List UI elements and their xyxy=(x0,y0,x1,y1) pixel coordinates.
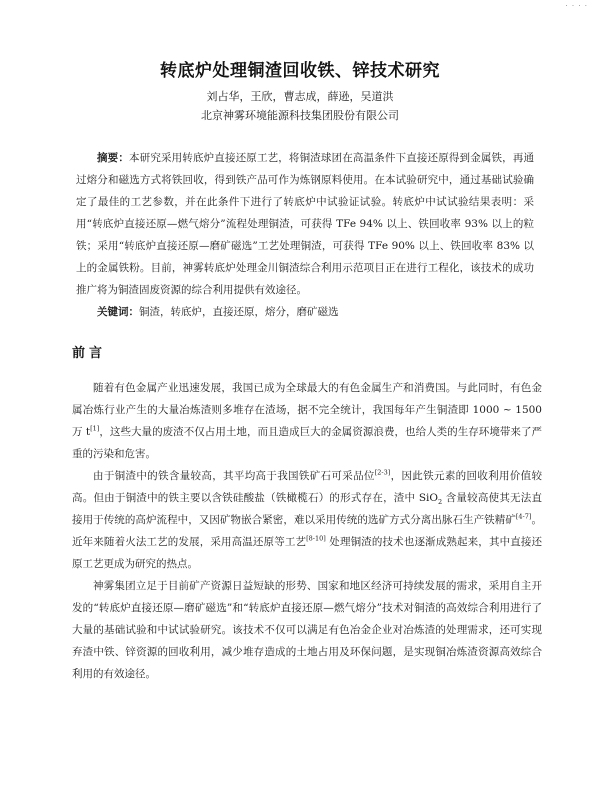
paragraph-text: 由于铜渣中的铁含量较高，其平均高于我国铁矿石可采品位 xyxy=(93,470,375,482)
corner-mark: · · · · xyxy=(565,2,588,10)
subscript: 2 xyxy=(437,498,443,507)
keywords xyxy=(97,301,537,323)
abstract-label: 摘要： xyxy=(97,152,129,164)
paragraph-text: ，因此铁元素的回收利用价值较高。但由于铜渣中的铁主要以含铁硅酸盐（铁橄榄石）的形式存在，渣中 SiO xyxy=(72,470,543,504)
paragraph-text: 神雾集团立足于目前矿产资源日益短缺的形势、国家和地区经济可持续发展的需求，采用自主开发的“转底炉直接还原—磨矿磁选”和“转底炉直接还原—燃气熔分”技术对铜渣的高效综合利用进行了大量的基础试验和中试试验研究。该技术不仅可以满足有色冶金企业对冶炼渣的处理需求，还可实现弃渣中铁、锌资源的回收利用，减少堆存造成的土地占用及环保问题，是实现铜冶炼渣资源高效综合利用的有效途径。 xyxy=(72,580,542,680)
paragraph-text: 含量较高使其无法直接用于传统的高炉流程中，又因矿物嵌合紧密，难以采用传统的选矿方式分离出脉石生产铁精矿 xyxy=(72,492,543,526)
citation: [4-7] xyxy=(515,512,532,521)
citation: [2-3] xyxy=(374,468,391,477)
paragraph-text: 处理铜渣的技术也逐渐成熟起来，其中直接还原工艺更成为研究的热点。 xyxy=(72,536,543,570)
citation: [1] xyxy=(90,424,100,433)
paragraph-text: 随着有色金属产业迅速发展，我国已成为全球最大的有色金属生产和消费国。与此同时，有色金属冶炼行业产生的大量冶炼渣则多堆存在渣场，据不完全统计，我国每年产生铜渣即 1000 ~ 1500 万 t xyxy=(72,382,542,438)
paragraph-text: ，这些大量的废渣不仅占用土地，而且造成巨大的金属资源浪费，也给人类的生存环境带来了严重的污染和危害。 xyxy=(72,426,542,460)
body-paragraph xyxy=(72,377,542,465)
body-paragraph xyxy=(72,575,542,685)
paragraph-text: 。近年来随着火法工艺的发展，采用高温还原等工艺 xyxy=(72,514,543,548)
paper-title: 转底炉处理铜渣回收铁、锌技术研究 xyxy=(160,61,440,81)
section-heading-foreword: 前言 xyxy=(72,346,107,361)
abstract xyxy=(76,147,534,301)
abstract-text: 本研究采用转底炉直接还原工艺，将铜渣球团在高温条件下直接还原得到金属铁，再通过熔分和磁选方式将铁回收，得到铁产品可作为炼钢原料使用。在本试验研究中，通过基础试验确定了最佳的工艺参数，并在此条件下进行了转底炉中试验证试验。转底炉中试试验结果表明：采用“转底炉直接还原—燃气熔分”流程处理铜渣，可获得 TFe 94% 以上、铁回收率 93% 以上的粒铁；采用“转底炉直接还原—磨矿磁选”工艺处理铜渣，可获得 TFe 90% 以上、铁回收率 83% 以上的金属铁粉。目前，神雾转底炉处理金川铜渣综合利用示范项目正在进行工程化，该技术的成功推广将为铜渣固废资源的综合利用提供有效途径。 xyxy=(76,152,535,296)
body-paragraph xyxy=(72,465,542,575)
affiliation: 北京神雾环境能源科技集团股份有限公司 xyxy=(201,109,399,122)
keywords-text: 铜渣，转底炉，直接还原，熔分，磨矿磁选 xyxy=(139,306,339,318)
citation: [8-10] xyxy=(306,534,326,543)
author-list: 刘占华，王欣，曹志成，薛逊，吴道洪 xyxy=(206,90,394,103)
keywords-label: 关键词： xyxy=(97,306,139,318)
